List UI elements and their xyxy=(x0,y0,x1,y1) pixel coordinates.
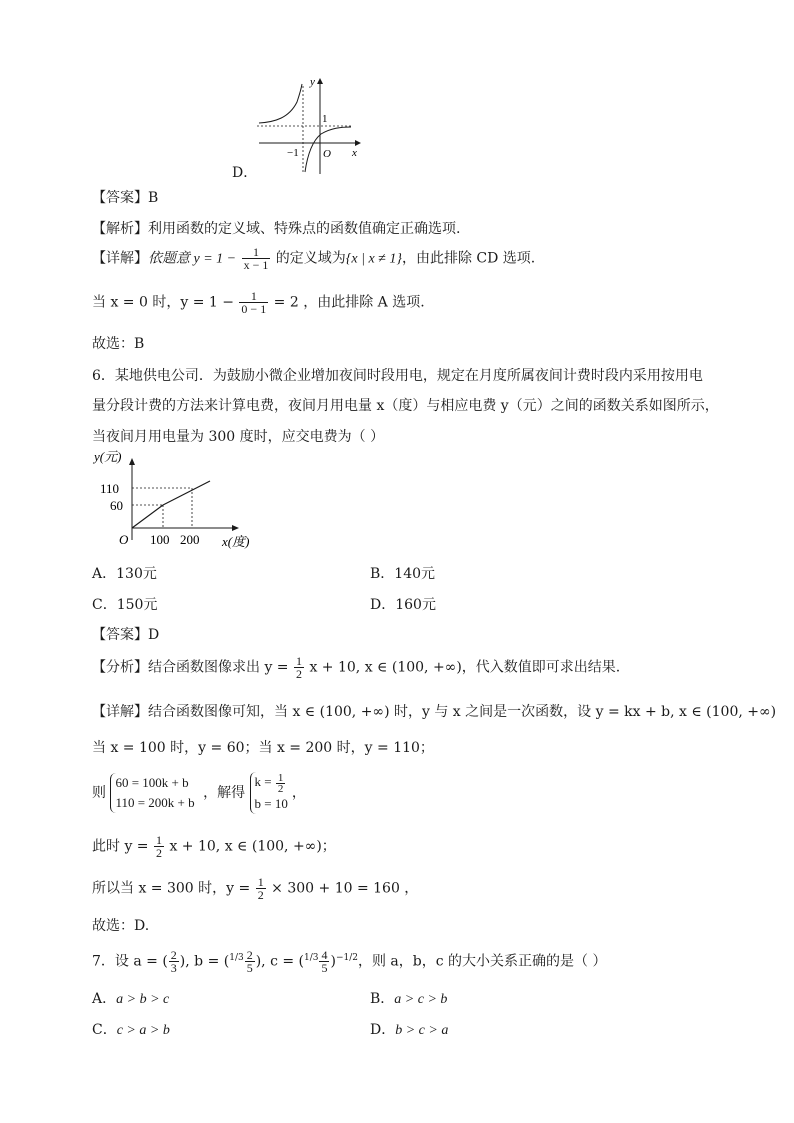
q5-detail-1-set: {x | x ≠ 1} xyxy=(345,251,402,267)
q7-option-b-text: a > c > b xyxy=(394,992,448,1007)
q5-analysis-text: 利用函数的定义域、特殊点的函数值确定正确选项. xyxy=(148,221,461,237)
q5-option-d-graph xyxy=(255,76,365,176)
q6-answer xyxy=(92,624,159,644)
q6-graph-x-tick-200: 200 xyxy=(180,532,200,547)
q7-c-exponent: −1/2 xyxy=(335,952,358,963)
q6-graph-y-tick-110: 110 xyxy=(100,481,120,496)
q6-detail-4a: 此时 y = xyxy=(92,838,149,855)
q7-b-den: 5 xyxy=(246,961,253,975)
q7-a-num: 2 xyxy=(170,948,177,962)
q6-detail-5b: × 300 + 10 = 160 ， xyxy=(271,880,419,897)
q6-detail-5-den: 2 xyxy=(257,888,264,902)
q7-a-exponent: 1/3 xyxy=(229,952,244,963)
q7-option-d-label: D． xyxy=(370,1022,396,1038)
q6-solution-b: b = 10 xyxy=(254,795,288,811)
q5-detail-1a: 依题意 y = 1 − xyxy=(148,251,237,267)
q6-solution-k-den: 2 xyxy=(277,782,284,795)
q6-analysis-a: 结合函数图像求出 y = xyxy=(148,659,289,676)
q7-option-c-text: c > a > b xyxy=(116,1023,170,1038)
q6-option-b-label: B． xyxy=(370,566,395,582)
q5-answer xyxy=(92,187,158,207)
q5-analysis-tag: 【解析】 xyxy=(92,221,148,237)
q6-stem-line-3: 当夜间月用电量为 300 度时，应交电费为（ ） xyxy=(92,429,385,445)
q6-equation-system xyxy=(110,773,194,813)
q6-detail-5a: 所以当 x = 300 时，y = xyxy=(92,880,251,897)
q5-detail-1-den: x − 1 xyxy=(243,258,269,272)
q6-analysis xyxy=(92,655,620,680)
q5-final: 故选：B xyxy=(92,336,145,352)
q5-graph-one-label: 1 xyxy=(322,113,328,125)
q7-stem-d: ) xyxy=(330,953,336,970)
q7-b-num: 2 xyxy=(246,948,253,962)
q5-detail-1-fraction xyxy=(242,246,271,271)
q5-graph-y-label: y xyxy=(310,76,315,88)
q6-equation-1: 60 = 100k + b xyxy=(115,774,189,790)
q6-analysis-b: x + 10, x ∈ (100, +∞)，代入数值即可求出结果. xyxy=(309,659,621,676)
q5-detail-line-2 xyxy=(92,290,425,315)
q6-solution-k-fraction xyxy=(276,773,286,794)
q5-answer-value: B xyxy=(148,190,159,206)
q6-detail-1: 结合函数图像可知，当 x ∈ (100, +∞) 时，y 与 x 之间是一次函数，设 y = kx + b, x ∈ (100, +∞) xyxy=(148,704,777,720)
q7-b-fraction xyxy=(245,949,255,974)
q6-option-a-text: 130元 xyxy=(116,566,157,582)
q6-graph-y-tick-60: 60 xyxy=(110,498,123,513)
q6-analysis-num: 1 xyxy=(296,654,302,668)
q6-graph-y-label: y(元) xyxy=(94,450,122,464)
q7-stem-e: ，则 a，b，c 的大小关系正确的是（ ） xyxy=(357,953,607,970)
q6-final: 故选：D. xyxy=(92,918,150,934)
q6-detail-3-pre: 则 xyxy=(92,784,106,801)
q6-option-d-label: D． xyxy=(370,597,396,613)
q6-solution-k-num: 1 xyxy=(277,771,284,784)
q5-answer-tag: 【答案】 xyxy=(92,190,148,206)
q7-stem-a: 7．设 a = ( xyxy=(92,953,168,970)
q6-option-b-text: 140元 xyxy=(394,566,436,582)
q7-option-c[interactable] xyxy=(92,1019,170,1039)
q6-option-c[interactable] xyxy=(92,594,157,614)
q7-stem-c: ), c = ( xyxy=(255,953,304,970)
q7-option-a-text: a > b > c xyxy=(116,992,170,1007)
q6-option-a[interactable] xyxy=(92,563,157,583)
q5-detail-1b: 的定义域为 xyxy=(275,250,346,267)
q6-detail-4-fraction xyxy=(154,834,164,859)
q7-c-den: 5 xyxy=(321,961,328,975)
q6-equation-2: 110 = 200k + b xyxy=(115,794,195,810)
q6-option-a-label: A． xyxy=(92,566,117,582)
q6-graph-x-tick-100: 100 xyxy=(150,532,170,547)
q5-detail-2b: = 2 ，由此排除 A 选项. xyxy=(273,294,425,311)
q6-option-c-text: 150元 xyxy=(116,597,158,613)
q6-analysis-fraction xyxy=(294,655,304,680)
q6-option-b[interactable] xyxy=(370,563,435,583)
q6-graph-x-label: x(度) xyxy=(222,534,250,549)
q6-option-c-label: C． xyxy=(92,597,117,613)
q5-detail-1-num: 1 xyxy=(242,246,271,259)
q6-detail-line-5 xyxy=(92,876,418,901)
q5-detail-2a: 当 x = 0 时，y = 1 − xyxy=(92,294,234,311)
q7-option-d-text: b > c > a xyxy=(395,1023,449,1038)
q5-detail-2-den: 0 − 1 xyxy=(241,302,267,316)
q6-detail-tag: 【详解】 xyxy=(92,704,148,720)
q7-option-a[interactable] xyxy=(92,988,169,1008)
q6-detail-line-2: 当 x = 100 时，y = 60；当 x = 200 时，y = 110； xyxy=(92,740,434,756)
q6-stem-line-2: 量分段计费的方法来计算电费，夜间月用电量 x（度）与相应电费 y（元）之间的函数关系如图所示， xyxy=(92,398,719,414)
q6-detail-5-fraction xyxy=(256,876,266,901)
q5-graph-x-label: x xyxy=(352,147,357,159)
q7-b-exponent: 1/3 xyxy=(304,952,319,963)
q6-detail-4b: x + 10, x ∈ (100, +∞)； xyxy=(169,838,336,855)
q6-detail-4-den: 2 xyxy=(156,846,162,860)
q6-option-d-text: 160元 xyxy=(395,597,436,613)
q7-option-b-label: B． xyxy=(370,991,395,1007)
q7-option-a-label: A． xyxy=(92,991,117,1007)
q7-c-num: 4 xyxy=(321,948,328,962)
q6-answer-tag: 【答案】 xyxy=(92,627,148,643)
q6-option-d[interactable] xyxy=(370,594,436,614)
q6-solution-system xyxy=(250,772,288,814)
q5-detail-1c: ，由此排除 CD 选项. xyxy=(401,250,536,267)
q6-detail-line-1 xyxy=(92,701,776,721)
q5-graph-origin-label: O xyxy=(323,148,331,160)
q5-detail-tag: 【详解】 xyxy=(92,250,148,267)
q5-detail-line-1 xyxy=(92,246,535,271)
q6-analysis-den: 2 xyxy=(296,667,302,681)
q6-graph xyxy=(92,450,272,550)
q6-solution-k-pre: k = xyxy=(254,774,272,789)
q5-analysis xyxy=(92,218,460,238)
q5-option-d-label: D． xyxy=(232,165,258,181)
q6-detail-3-mid: ，解得 xyxy=(203,784,246,801)
q7-option-c-label: C． xyxy=(92,1022,117,1038)
q6-graph-origin-label: O xyxy=(119,532,129,547)
q7-option-d[interactable] xyxy=(370,1019,448,1039)
q5-detail-2-num: 1 xyxy=(239,290,268,303)
q7-c-fraction xyxy=(319,949,329,974)
q7-stem-b: ), b = ( xyxy=(179,953,230,970)
q6-answer-value: D xyxy=(148,627,160,643)
q6-detail-line-4 xyxy=(92,834,336,859)
q6-stem-line-1: 6．某地供电公司．为鼓励小微企业增加夜间时段用电，规定在月度所属夜间计费时段内采用按用电 xyxy=(92,368,703,384)
q6-detail-line-3 xyxy=(92,772,306,814)
q6-analysis-tag: 【分析】 xyxy=(92,659,148,676)
q5-graph-neg-one-label: −1 xyxy=(287,147,299,159)
q7-a-fraction xyxy=(169,949,179,974)
q6-detail-4-num: 1 xyxy=(156,833,162,847)
q5-detail-2-fraction xyxy=(239,290,268,315)
q6-detail-5-num: 1 xyxy=(257,875,264,889)
q7-option-b[interactable] xyxy=(370,988,447,1008)
q6-detail-3-post: ， xyxy=(291,784,306,801)
q7-a-den: 3 xyxy=(170,961,177,975)
q7-stem xyxy=(92,949,606,974)
